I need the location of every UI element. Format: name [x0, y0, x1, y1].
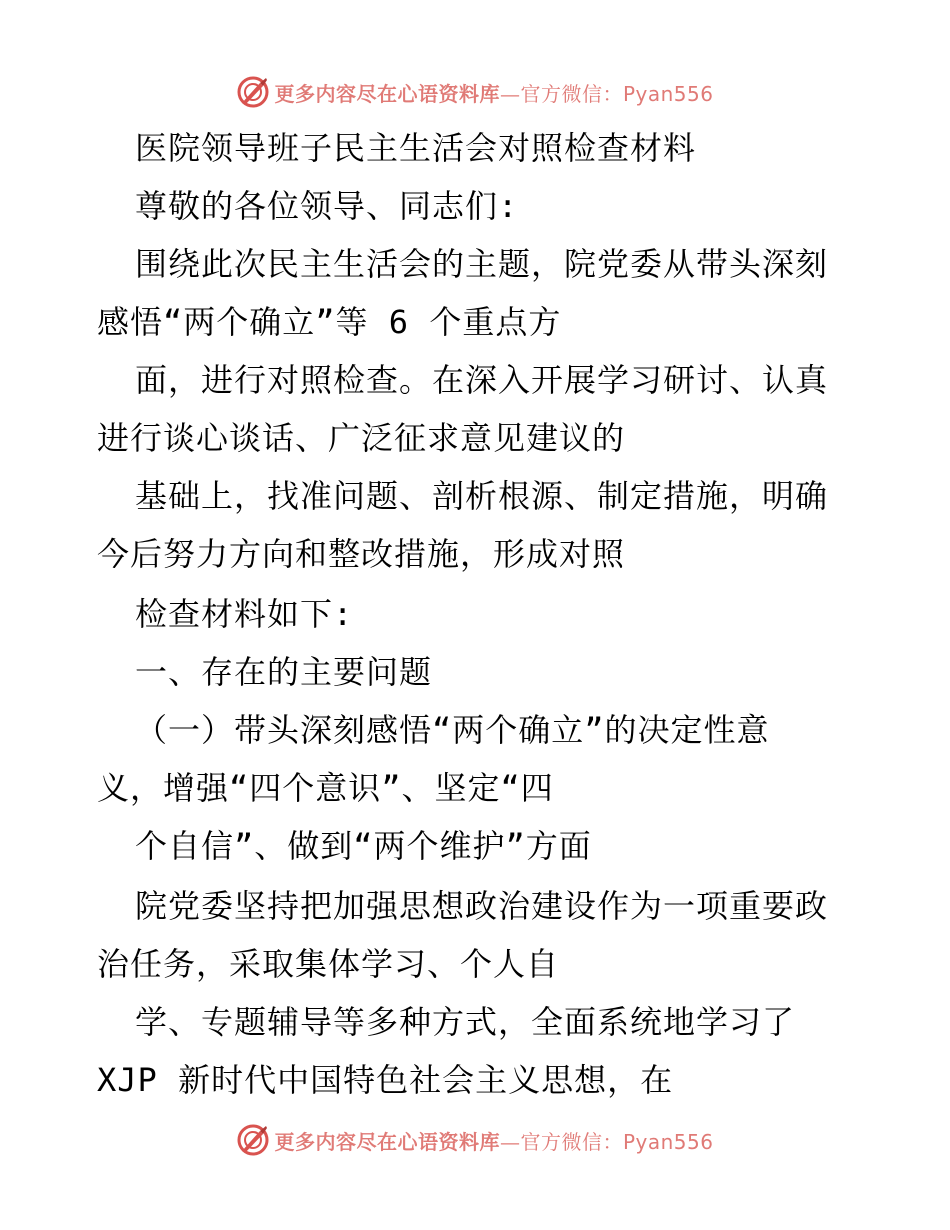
watermark-wechat-text: 官方微信：Pyan556: [520, 81, 714, 106]
watermark-main-text: 更多内容尽在心语资料库: [274, 1129, 500, 1154]
subsection-heading: 个自信”、做到“两个维护”方面: [135, 827, 592, 865]
footer-watermark: [0, 1118, 950, 1162]
section-heading: 一、存在的主要问题: [135, 653, 433, 691]
paragraph-line: 基础上，找准问题、剖析根源、制定措施，明确: [135, 477, 829, 515]
watermark-separator: —: [499, 1129, 521, 1154]
watermark-main-text: 更多内容尽在心语资料库: [274, 81, 500, 106]
document-title: 医院领导班子民主生活会对照检查材料: [135, 129, 697, 167]
salutation: 尊敬的各位领导、同志们:: [135, 187, 519, 225]
paragraph-line: 治任务，采取集体学习、个人自: [97, 945, 560, 983]
paragraph-line: 学、专题辅导等多种方式，全面系统地学习了: [135, 1003, 796, 1041]
quill-logo-icon: [236, 1123, 270, 1157]
paragraph-line: 今后努力方向和整改措施，形成对照: [97, 535, 626, 573]
watermark-separator: —: [499, 81, 521, 106]
paragraph-line: 面，进行对照检查。在深入开展学习研讨、认真: [135, 361, 829, 399]
quill-logo-icon: [236, 75, 270, 109]
subsection-heading: 义，增强“四个意识”、坚定“四: [97, 769, 554, 807]
paragraph-line: 感悟“两个确立”等 6 个重点方: [97, 303, 562, 341]
subsection-heading: （一）带头深刻感悟“两个确立”的决定性意: [135, 711, 770, 749]
header-watermark: [0, 70, 950, 114]
paragraph-line: 进行谈心谈话、广泛征求意见建议的: [97, 419, 626, 457]
paragraph-line: 检查材料如下:: [135, 595, 354, 633]
paragraph-line: 院党委坚持把加强思想政治建设作为一项重要政: [135, 887, 829, 925]
paragraph-line: XJP 新时代中国特色社会主义思想，在: [97, 1061, 674, 1099]
watermark-wechat-text: 官方微信：Pyan556: [520, 1129, 714, 1154]
paragraph-line: 围绕此次民主生活会的主题，院党委从带头深刻: [135, 245, 829, 283]
